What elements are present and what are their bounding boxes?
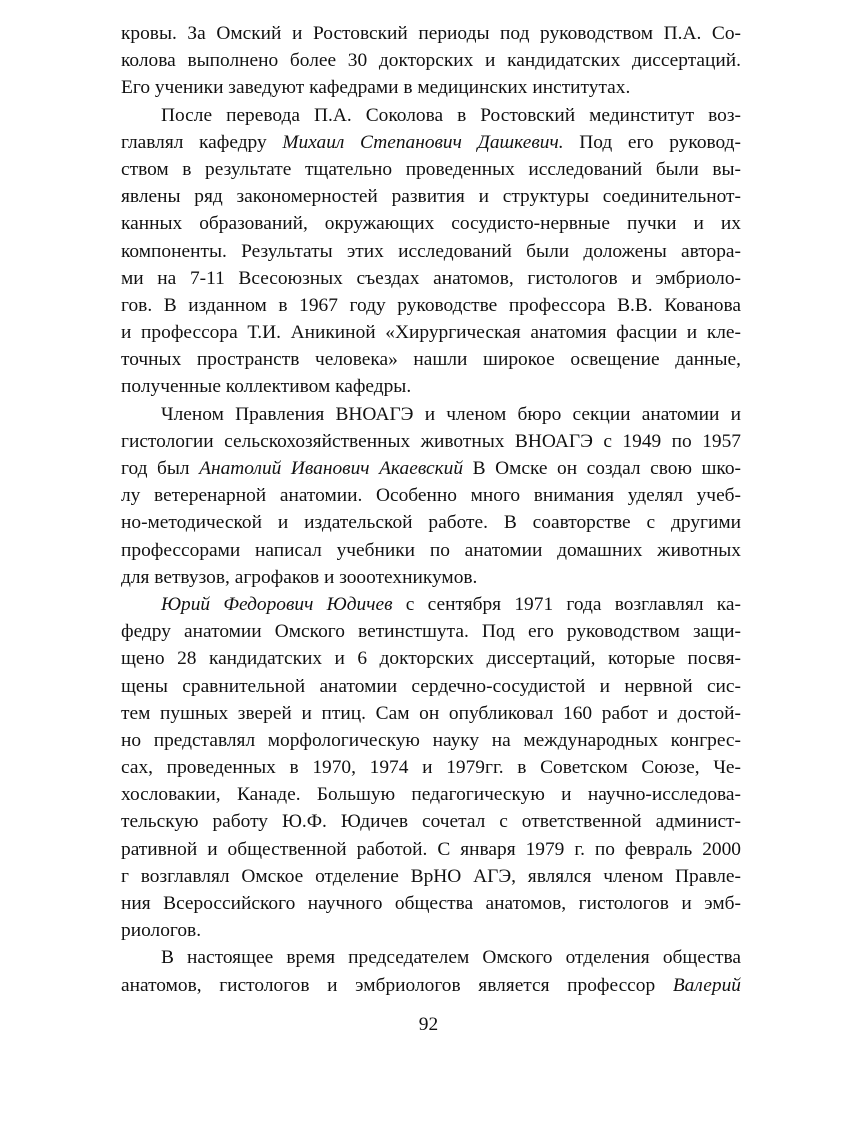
text-line: ративной и общественной работой. С января 1979 г. по февраль 2000 [121,838,741,860]
text-line: канных образований, окружающих сосудисто-нервные пучки и их [121,213,741,235]
text-line: компоненты. Результаты этих исследований были доложены автора- [121,240,741,262]
text-line [121,972,741,999]
text-line: гистологии сельскохозяйственных животных ВНОАГЭ с 1949 по 1957 [121,430,741,452]
text-line: гов. В изданном в 1967 году руководстве профессора В.В. Кованова [121,294,741,316]
page-number: 92 [418,1014,439,1035]
text-line: для ветвузов, агрофаков и зооотехникумов. [121,566,478,588]
text-line: ством в результате тщательно проведенных исследований были вы- [121,158,741,180]
text-line: колова выполнено более 30 докторских и кандидатских диссертаций. [121,50,741,72]
text-line: Членом Правления ВНОАГЭ и членом бюро секции анатомии и [161,403,741,425]
text-line: ния Всероссийского научного общества анатомов, гистологов и эмб- [121,893,741,914]
text-line: кровы. За Омский и Ростовский периоды под руководством П.А. Со- [121,23,741,44]
text-line: риологов. [121,920,202,942]
text-line: щено 28 кандидатских и 6 докторских диссертаций, которые посвя- [121,648,741,670]
text-segment: главлял кафедру [121,131,283,153]
text-line: федру анатомии Омского ветинстшута. Под его руководством защи- [121,621,741,643]
text-line [121,455,741,482]
text-line: но представлял морфологическую науку на международных конгрес- [121,729,741,751]
text-segment: с сентября 1971 года возглавлял ка- [392,593,741,615]
text-line: щены сравнительной анатомии сердечно-сосудистой и нервной сис- [121,675,741,697]
text-line: ми на 7-11 Всесоюзных съездах анатомов, гистологов и эмбриоло- [121,267,741,289]
person-name: Михаил Степанович Дашкевич. [282,131,564,153]
person-name: Валерий [672,974,741,996]
text-line: сах, проведенных в 1970, 1974 и 1979гг. в Советском Союзе, Че- [121,757,741,779]
text-line: лу ветеренарной анатомии. Особенно много внимания уделял учеб- [121,485,741,507]
text-line: После перевода П.А. Соколова в Ростовский мединститут воз- [161,104,741,126]
text-line: г возглавлял Омское отделение ВрНО АГЭ, являлся членом Правле- [121,865,741,887]
text-line: но-методической и издательской работе. В соавторстве с другими [121,512,741,534]
text-line: тельскую работу Ю.Ф. Юдичев сочетал с ответственной админист- [121,811,741,833]
text-line [121,591,741,618]
text-line: и профессора Т.И. Аникиной «Хирургическая анатомия фасции и кле- [121,322,741,344]
text-line: точных пространств человека» нашли широкое освещение данные, [121,349,741,371]
text-line: хословакии, Канаде. Большую педагогическую и научно-исследова- [121,784,741,806]
text-line: В настоящее время председателем Омского отделения общества [161,947,741,969]
text-line: явлены ряд закономерностей развития и структуры соединительнот- [121,186,741,208]
text-segment: Под его руковод- [563,131,741,153]
text-line: Его ученики заведуют кафедрами в медицинских институтах. [121,77,631,99]
text-line: тем пушных зверей и птиц. Сам он опубликовал 160 работ и достой- [121,702,741,724]
text-line: профессорами написал учебники по анатомии домашних животных [121,539,741,561]
person-name: Анатолий Иванович Акаевский [199,458,464,479]
text-segment: год был [121,458,200,479]
text-line [121,129,741,156]
text-segment: В Омске он создал свою шко- [463,458,741,479]
body-text [121,20,741,999]
text-line: полученные коллективом кафедры. [121,376,412,398]
text-segment: анатомов, гистологов и эмбриологов является профессор [121,974,673,996]
person-name: Юрий Федорович Юдичев [161,593,393,615]
